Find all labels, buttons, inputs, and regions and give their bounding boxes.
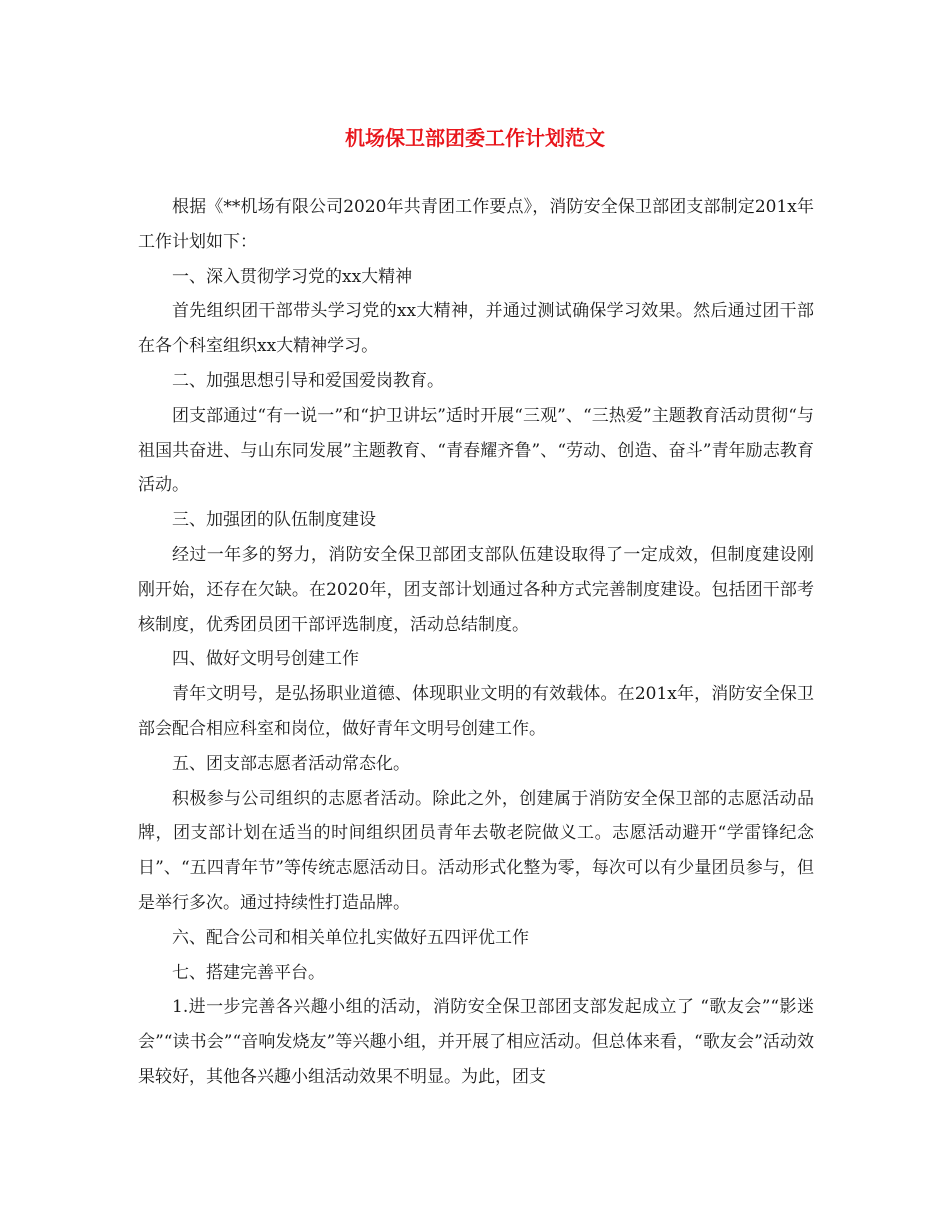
- section-paragraph-5: 积极参与公司组织的志愿者活动。除此之外，创建属于消防安全保卫部的志愿活动品牌，团支部计划在适当的时间组织团员青年去敬老院做义工。志愿活动避开“学雷锋纪念日”、“五四青年节”等传统志愿活动日。活动形式化整为零，每次可以有少量团员参与，但是举行多次。通过持续性打造品牌。: [138, 788, 814, 913]
- section-paragraph-4: 青年文明号，是弘扬职业道德、体现职业文明的有效载体。在201x年，消防安全保卫部会配合相应科室和岗位，做好青年文明号创建工作。: [138, 684, 814, 739]
- section-heading-6: 六、配合公司和相关单位扎实做好五四评优工作: [172, 927, 529, 948]
- section-heading-5: 五、团支部志愿者活动常态化。: [172, 753, 410, 774]
- section-paragraph-2: 团支部通过“有一说一”和“护卫讲坛”适时开展“三观”、“三热爱”主题教育活动贯彻“与祖国共奋进、与山东同发展”主题教育、“青春耀齐鲁”、“劳动、创造、奋斗”青年励志教育活动。: [138, 405, 814, 496]
- section-paragraph-1: 首先组织团干部带头学习党的xx大精神，并通过测试确保学习效果。然后通过团干部在各个科室组织xx大精神学习。: [138, 301, 814, 357]
- intro-paragraph: 根据《**机场有限公司2020年共青团工作要点》，消防安全保卫部团支部制定201x年工作计划如下：: [138, 197, 814, 252]
- section-heading-1: 一、深入贯彻学习党的xx大精神: [172, 266, 413, 287]
- section-heading-7: 七、搭建完善平台。: [172, 962, 325, 983]
- section-paragraph-3: 经过一年多的努力，消防安全保卫部团支部队伍建设取得了一定成效，但制度建设刚刚开始，还存在欠缺。在2020年，团支部计划通过各种方式完善制度建设。包括团干部考核制度，优秀团员团干部评选制度，活动总结制度。: [138, 544, 814, 635]
- document-title: 机场保卫部团委工作计划范文: [345, 126, 605, 150]
- section-heading-2: 二、加强思想引导和爱国爱岗教育。: [172, 370, 444, 391]
- section-paragraph-7: 1.进一步完善各兴趣小组的活动，消防安全保卫部团支部发起成立了 “歌友会”“影迷会”“读书会”“音响发烧友”等兴趣小组，并开展了相应活动。但总体来看，“歌友会”活动效果较好，其他各兴趣小组活动效果不明显。为此，团支: [138, 997, 814, 1087]
- document-body: [138, 190, 814, 1095]
- section-heading-3: 三、加强团的队伍制度建设: [172, 510, 376, 531]
- section-heading-4: 四、做好文明号创建工作: [172, 649, 359, 670]
